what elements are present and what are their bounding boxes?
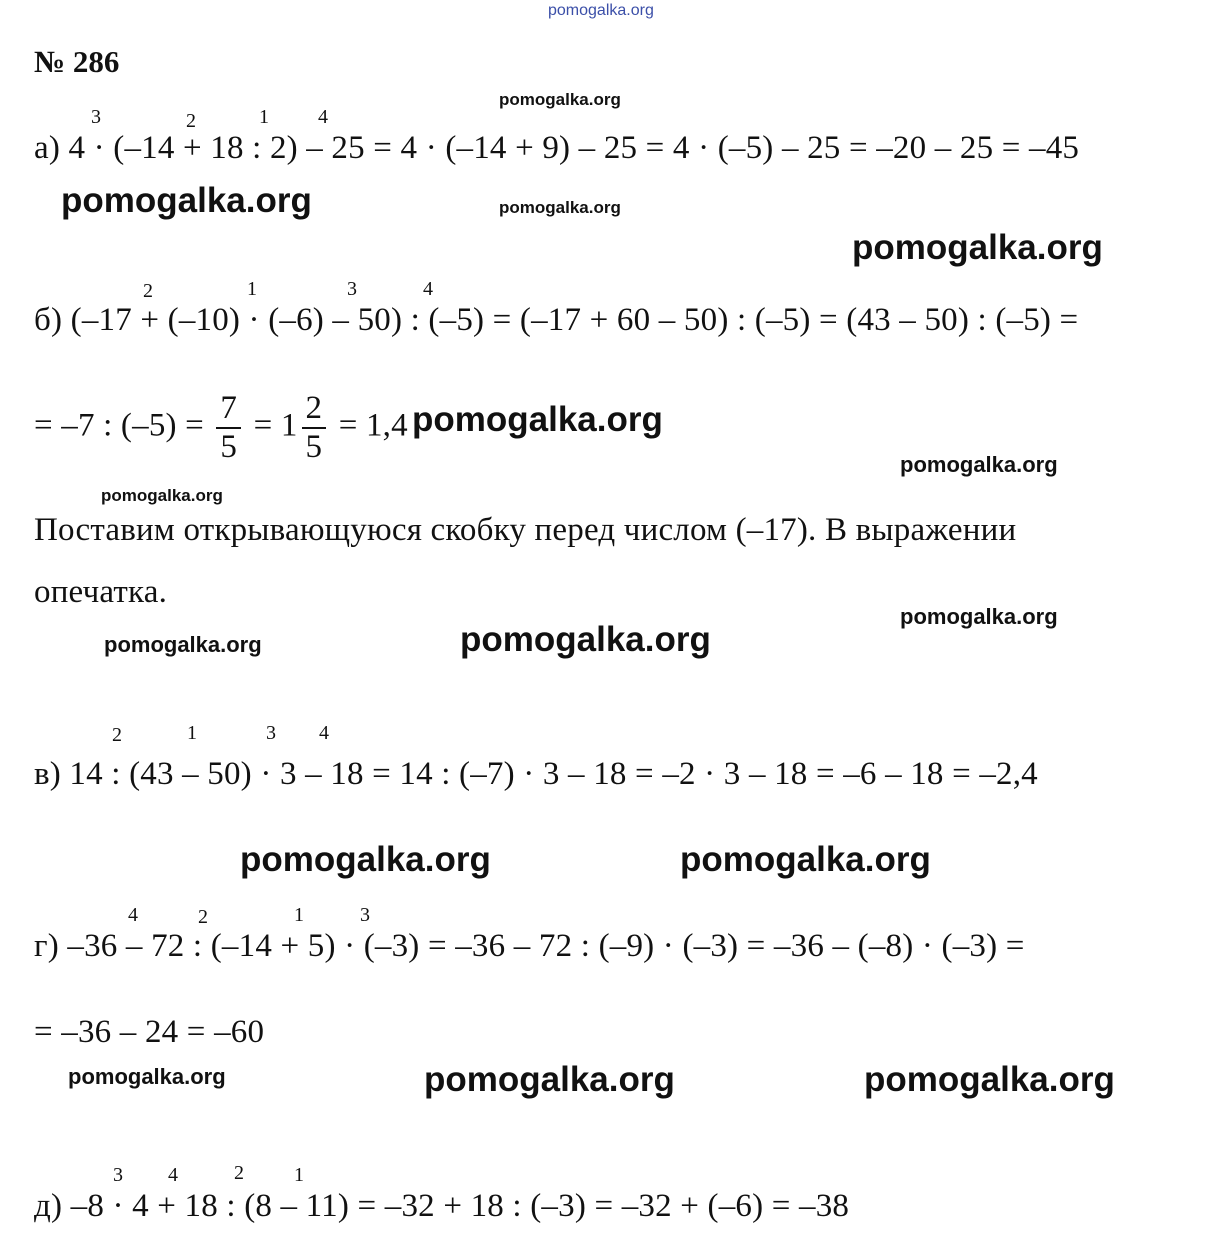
- order-number: 1: [259, 106, 269, 128]
- order-number: 3: [91, 106, 101, 128]
- b2-start: = –7 : (–5) =: [34, 407, 204, 444]
- b2-end: = 1,4: [338, 407, 408, 444]
- order-number: 3: [360, 904, 370, 926]
- problem-title: № 286: [34, 44, 120, 79]
- solution-line-v: в) 14 : (43 – 50) · 3 – 18 = 14 : (–7) · 3 – 18 = –2 · 3 – 18 = –6 – 18 = –2,4: [34, 756, 1038, 792]
- watermark: pomogalka.org: [412, 400, 663, 439]
- solution-line-b2: [34, 390, 408, 466]
- fraction-numerator: 2: [302, 390, 327, 429]
- fraction-7-5: [216, 390, 241, 466]
- order-number: 3: [347, 278, 357, 300]
- order-number: 1: [187, 722, 197, 744]
- top-watermark: pomogalka.org: [548, 2, 654, 19]
- order-number: 2: [143, 280, 153, 302]
- note-line-2: опечатка.: [34, 574, 168, 610]
- watermark: pomogalka.org: [424, 1060, 675, 1099]
- solution-line-g1: г) –36 – 72 : (–14 + 5) · (–3) = –36 – 72 : (–9) · (–3) = –36 – (–8) · (–3) =: [34, 928, 1025, 964]
- order-number: 4: [319, 722, 329, 744]
- order-number: 4: [128, 904, 138, 926]
- order-number: 1: [294, 904, 304, 926]
- watermark: pomogalka.org: [240, 840, 491, 879]
- fraction-denominator: 5: [220, 429, 238, 465]
- watermark: pomogalka.org: [680, 840, 931, 879]
- order-number: 4: [423, 278, 433, 300]
- order-number: 3: [266, 722, 276, 744]
- watermark: pomogalka.org: [61, 181, 312, 220]
- fraction-2-5: [302, 390, 327, 466]
- order-number: 2: [186, 110, 196, 132]
- order-number: 4: [318, 106, 328, 128]
- order-number: 1: [294, 1164, 304, 1186]
- order-number: 1: [247, 278, 257, 300]
- fraction-denominator: 5: [305, 429, 323, 465]
- solution-line-b1: б) (–17 + (–10) · (–6) – 50) : (–5) = (–17 + 60 – 50) : (–5) = (43 – 50) : (–5) =: [34, 302, 1079, 338]
- order-number: 2: [234, 1162, 244, 1184]
- order-number: 4: [168, 1164, 178, 1186]
- order-number: 3: [113, 1164, 123, 1186]
- order-number: 2: [112, 724, 122, 746]
- watermark: pomogalka.org: [864, 1060, 1115, 1099]
- watermark: pomogalka.org: [68, 1064, 226, 1089]
- order-number: 2: [198, 906, 208, 928]
- watermark: pomogalka.org: [460, 620, 711, 659]
- watermark: pomogalka.org: [499, 198, 621, 217]
- b2-eq: = 1: [253, 407, 298, 444]
- solution-line-a: а) 4 · (–14 + 18 : 2) – 25 = 4 · (–14 + 9) – 25 = 4 · (–5) – 25 = –20 – 25 = –45: [34, 130, 1080, 166]
- watermark: pomogalka.org: [101, 486, 223, 505]
- fraction-numerator: 7: [216, 390, 241, 429]
- solution-line-d: д) –8 · 4 + 18 : (8 – 11) = –32 + 18 : (–3) = –32 + (–6) = –38: [34, 1188, 850, 1224]
- watermark: pomogalka.org: [104, 632, 262, 657]
- watermark: pomogalka.org: [900, 452, 1058, 477]
- solution-line-g2: = –36 – 24 = –60: [34, 1014, 265, 1050]
- note-line-1: Поставим открывающуюся скобку перед числом (–17). В выражении: [34, 512, 1017, 548]
- watermark: pomogalka.org: [900, 604, 1058, 629]
- watermark: pomogalka.org: [499, 90, 621, 109]
- watermark: pomogalka.org: [852, 228, 1103, 267]
